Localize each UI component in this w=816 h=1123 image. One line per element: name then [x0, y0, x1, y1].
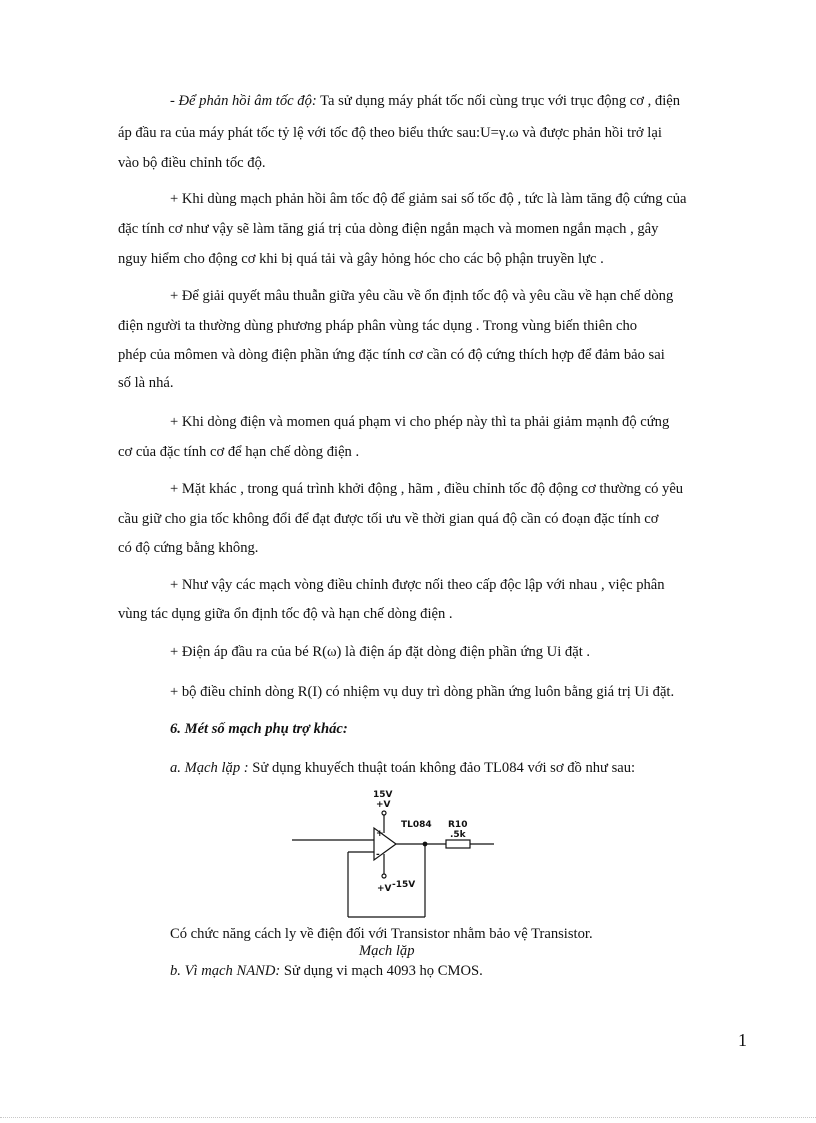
subsection-b: b. Vì mạch NAND: Sử dụng vi mạch 4093 họ CMOS.	[170, 963, 483, 979]
figure-caption: Mạch lặp	[359, 943, 415, 959]
text-line: vùng tác dụng giữa ổn định tốc độ và hạn chế dòng điện .	[118, 606, 453, 622]
supply-top-symbol: +V	[376, 800, 391, 810]
text-line: áp đầu ra của máy phát tốc tỷ lệ với tốc độ theo biểu thức sau:U=γ.ω và được phản hồi trở lại	[118, 125, 662, 141]
buffer-circuit-diagram	[288, 786, 502, 926]
text-line: + Khi dòng điện và momen quá phạm vi cho phép này thì ta phải giảm mạnh độ cứng	[170, 414, 670, 430]
circuit-note: Có chức năng cách ly về điện đối với Transistor nhằm bảo vệ Transistor.	[170, 926, 593, 942]
text-line: đặc tính cơ như vậy sẽ làm tăng giá trị của dòng điện ngắn mạch và momen ngắn mạch , gây	[118, 221, 659, 237]
resistor-value: .5k	[450, 830, 466, 840]
resistor-name: R10	[448, 820, 468, 830]
text-line: + Như vậy các mạch vòng điều chỉnh được nối theo cấp độc lập với nhau , việc phân	[170, 577, 665, 593]
feedback-speed-lead: - Để phản hồi âm tốc độ:	[170, 93, 317, 109]
supply-top-voltage: 15V	[373, 790, 393, 800]
resistor-r10	[446, 840, 470, 848]
supply-bottom-symbol: +V	[377, 884, 392, 894]
text-line: nguy hiểm cho động cơ khi bị quá tải và gây hỏng hóc cho các bộ phận truyền lực .	[118, 251, 604, 267]
text-line: cơ của đặc tính cơ để hạn chế dòng điện .	[118, 444, 360, 460]
text-line: + Để giải quyết mâu thuẫn giữa yêu cầu về ổn định tốc độ và yêu cầu về hạn chế dòng	[170, 288, 674, 304]
subsection-b-lead: b. Vì mạch NAND:	[170, 963, 281, 979]
subsection-a: a. Mạch lặp : Sử dụng khuyếch thuật toán không đảo TL084 với sơ đồ như sau:	[170, 760, 636, 776]
footer-rule	[0, 1117, 816, 1118]
opamp-minus-sign: -	[376, 850, 380, 860]
text-line: + Mặt khác , trong quá trình khởi động , hãm , điều chỉnh tốc độ động cơ thường có yêu	[170, 481, 684, 497]
text-line: vào bộ điều chỉnh tốc độ.	[118, 155, 266, 171]
text-line: số là nhá.	[118, 375, 174, 391]
text-line: + bộ điều chỉnh dòng R(I) có nhiệm vụ duy trì dòng phần ứng luôn bằng giá trị Ui đặt.	[170, 684, 675, 700]
text-line: phép của mômen và dòng điện phần ứng đặc tính cơ cần có độ cứng thích hợp để đảm bảo sai	[118, 347, 665, 363]
supply-bottom-voltage: -15V	[392, 880, 416, 890]
text-line: có độ cứng bằng không.	[118, 540, 259, 556]
text-line: + Khi dùng mạch phản hồi âm tốc độ để giảm sai số tốc độ , tức là làm tăng độ cứng của	[170, 191, 687, 207]
subsection-a-lead: a. Mạch lặp :	[170, 760, 249, 776]
opamp-plus-sign: +	[376, 829, 384, 839]
supply-bottom-terminal	[382, 874, 386, 878]
text-line: cầu giữ cho gia tốc không đổi để đạt được tối ưu về thời gian quá độ cần có đoạn đặc tính cơ	[118, 511, 659, 527]
text-line: - Để phản hồi âm tốc độ: Ta sử dụng máy phát tốc nối cùng trục với trục động cơ , điện	[170, 93, 681, 109]
text-line: điện người ta thường dùng phương pháp phân vùng tác dụng . Trong vùng biến thiên cho	[118, 318, 638, 334]
supply-top-terminal	[382, 811, 386, 815]
text-line: + Điện áp đầu ra của bé R(ω) là điện áp đặt dòng điện phần ứng Ui đặt .	[170, 644, 591, 660]
opamp-label: TL084	[401, 820, 432, 830]
page-number: 1	[738, 1030, 747, 1050]
section-heading: 6. Mét số mạch phụ trợ khác:	[170, 721, 348, 737]
